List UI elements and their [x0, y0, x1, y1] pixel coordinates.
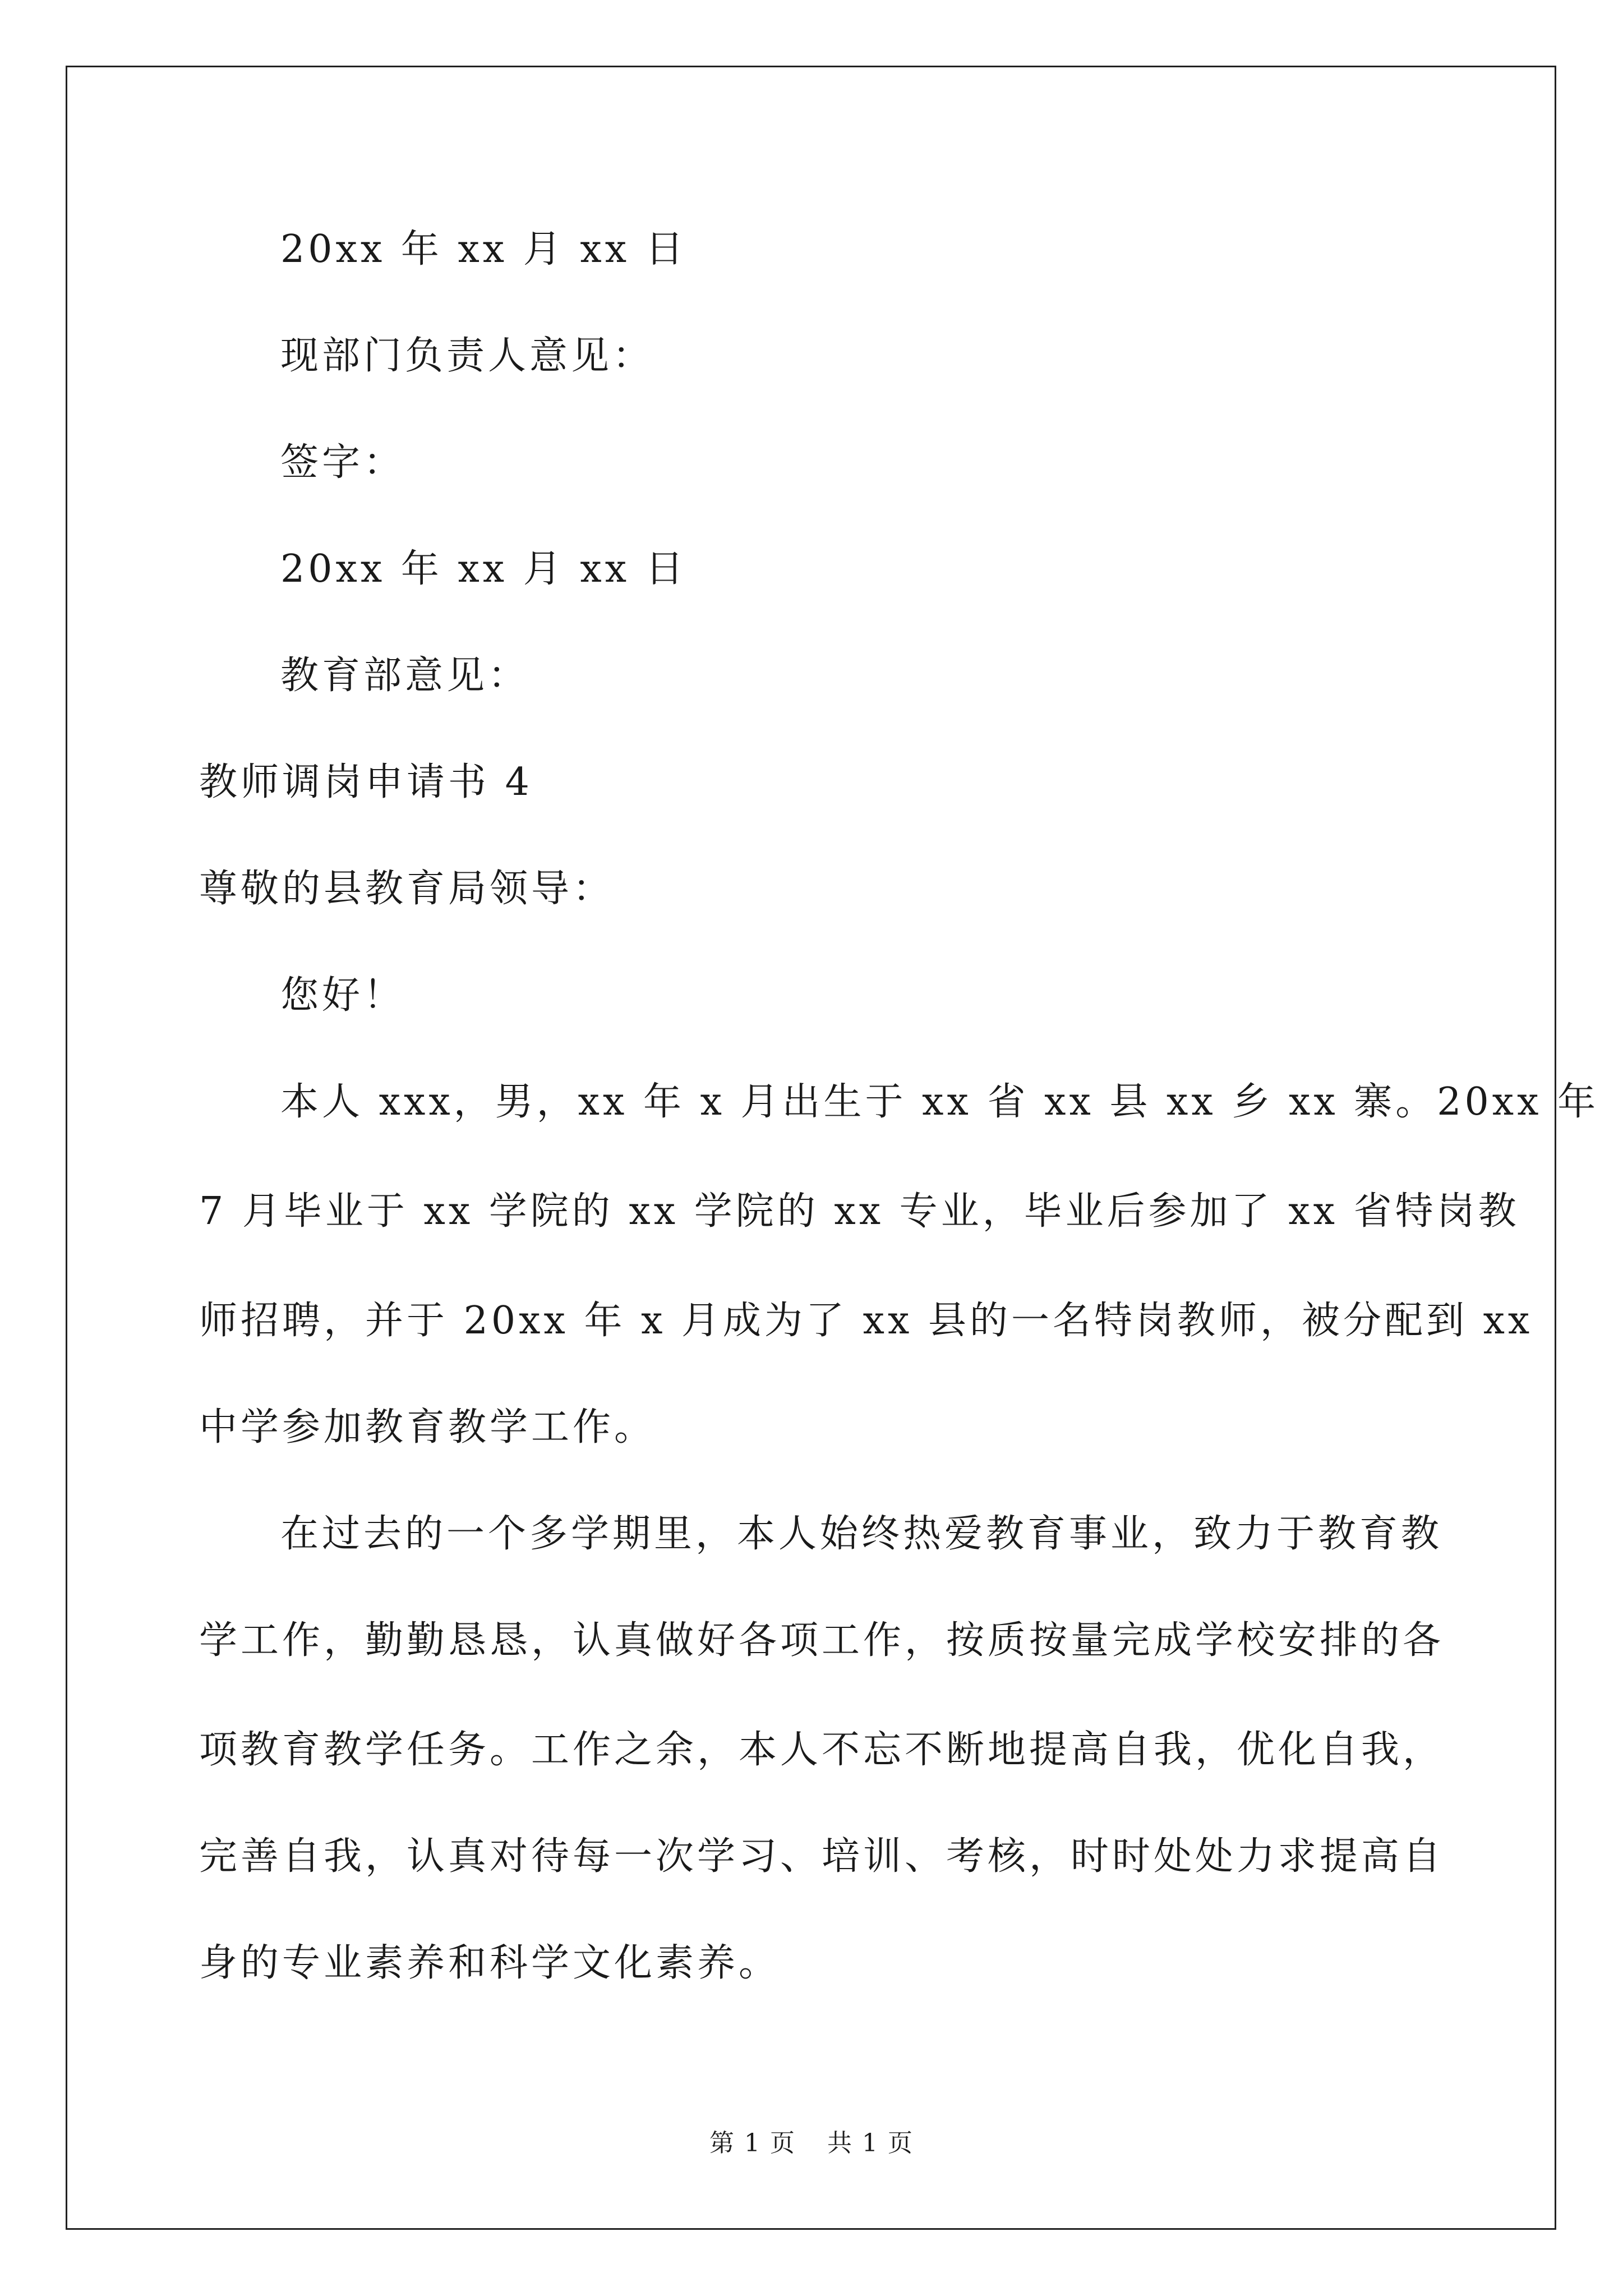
paragraph-1-line-2: 7 月毕业于 xx 学院的 xx 学院的 xx 专业，毕业后参加了 xx 省特岗教: [199, 1189, 1520, 1234]
page-number-current: 第 1 页: [709, 2129, 796, 2157]
paragraph-2-line-4: 完善自我，认真对待每一次学习、培训、考核，时时处处力求提高自: [199, 1834, 1445, 1879]
date-line: 20xx 年 xx 月 xx 日: [280, 227, 687, 272]
paragraph-2-line-3: 项教育教学任务。工作之余，本人不忘不断地提高自我，优化自我，: [199, 1728, 1445, 1772]
page-footer: [0, 2129, 1623, 2158]
paragraph-1-line-3: 师招聘，并于 20xx 年 x 月成为了 xx 县的一名特岗教师，被分配到 xx: [199, 1299, 1533, 1343]
section-title: 教师调岗申请书 4: [199, 760, 533, 804]
salutation: 尊敬的县教育局领导：: [199, 867, 615, 911]
date-line-2: 20xx 年 xx 月 xx 日: [280, 547, 687, 591]
paragraph-1-line-4: 中学参加教育教学工作。: [199, 1405, 656, 1450]
page-border: [66, 66, 1556, 2230]
signature-label: 签字：: [280, 440, 405, 485]
paragraph-2-line-5: 身的专业素养和科学文化素养。: [199, 1941, 781, 1985]
paragraph-2-line-2: 学工作，勤勤恳恳，认真做好各项工作，按质按量完成学校安排的各: [199, 1618, 1445, 1663]
paragraph-1-line-1: 本人 xxx，男，xx 年 x 月出生于 xx 省 xx 县 xx 乡 xx 寨。20xx 年: [280, 1080, 1599, 1124]
greeting: 您好！: [280, 973, 405, 1018]
page-number-total: 共 1 页: [827, 2129, 914, 2157]
department-head-opinion: 现部门负责人意见：: [280, 334, 654, 378]
paragraph-2-line-1: 在过去的一个多学期里，本人始终热爱教育事业，致力于教育教: [280, 1512, 1443, 1556]
education-dept-opinion: 教育部意见：: [280, 654, 530, 698]
